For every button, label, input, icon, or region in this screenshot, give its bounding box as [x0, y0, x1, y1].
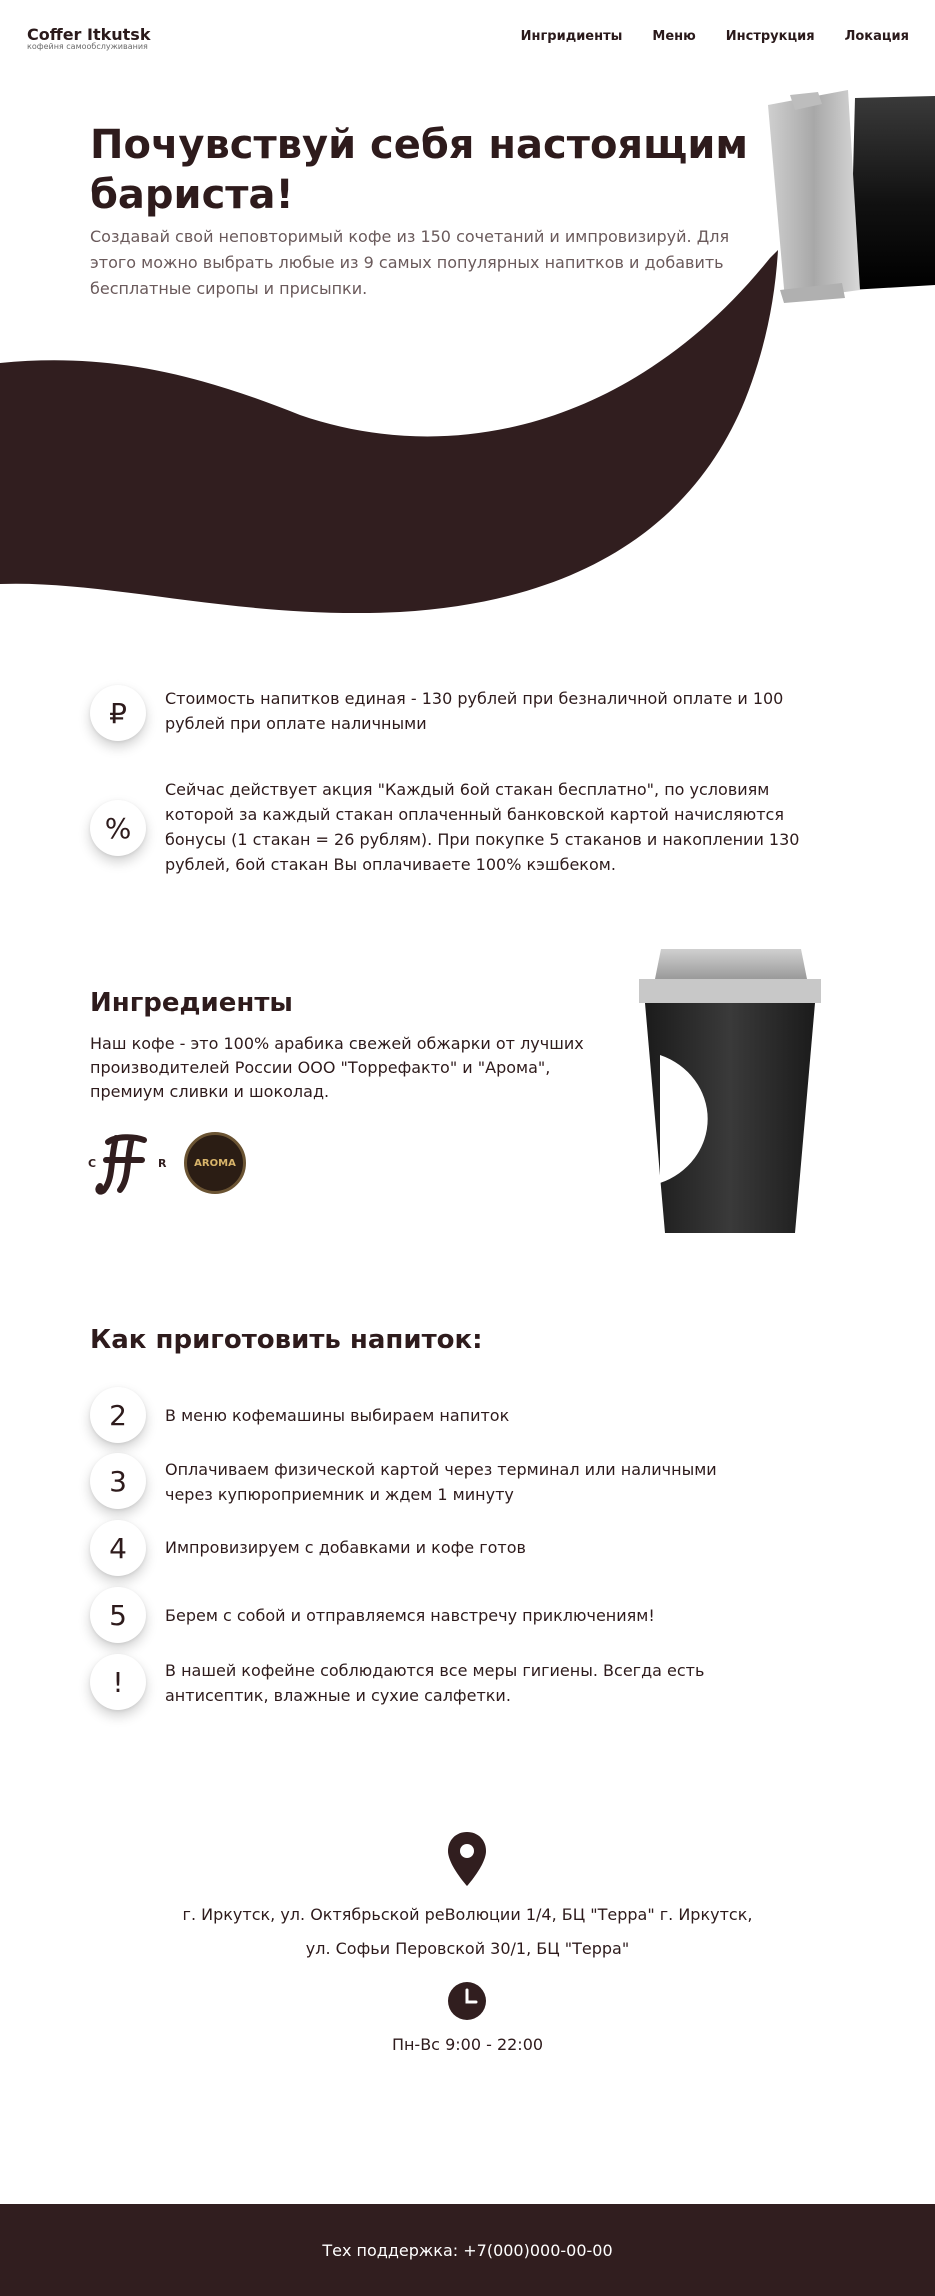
hero-description: Создавай свой неповторимый кофе из 150 сочетаний и импровизируй. Для этого можно выбрать любые из 9 самых популярных напитков и добавить бесплатные сиропы и присыпки.	[90, 227, 730, 298]
footer	[0, 2204, 935, 2296]
pouring-cup	[768, 90, 935, 303]
step-number: 4	[90, 1520, 146, 1576]
step-number: 5	[90, 1587, 146, 1643]
step-number: 3	[90, 1453, 146, 1509]
address-text: г. Иркутск, ул. Октябрьской реВолюции 1/4, БЦ "Терра" г. Иркутск, ул. Софьи Перовской 30/1, БЦ "Терра"	[182, 1905, 753, 1958]
nav-instructions[interactable]: Инструкция	[725, 29, 815, 44]
map-pin-icon	[448, 1832, 486, 1886]
support-phone[interactable]: Тех поддержка: +7(000)000-00-00	[322, 2240, 613, 2260]
brand-tagline: кофейня самообслуживания	[27, 42, 148, 51]
hygiene-text: В нашей кофейне соблюдаются все меры гигиены. Всегда есть антисептик, влажные и сухие салфетки.	[165, 1661, 705, 1705]
hero-title: Почувствуй себя настоящим бариста!	[90, 122, 749, 218]
price-info: Стоимость напитков единая - 130 рублей при безналичной оплате и 100 рублей при оплате наличными	[165, 689, 784, 733]
aroma-logo-text: AROMA	[194, 1157, 236, 1169]
ingredients-text: Наш кофе - это 100% арабика свежей обжарки от лучших производителей России ООО "Торрефакто" и "Арома", премиум сливки и шоколад.	[90, 1034, 584, 1101]
step-number: 2	[90, 1387, 146, 1443]
brand-logo[interactable]: Coffer Itkutsk	[27, 25, 151, 44]
step-text: Импровизируем с добавками и кофе готов	[165, 1538, 526, 1557]
ruble-icon: ₽	[90, 685, 146, 741]
ingredients-title: Ингредиенты	[90, 988, 293, 1018]
opening-hours: Пн-Вс 9:00 - 22:00	[391, 2035, 544, 2054]
promo-info: Сейчас действует акция "Каждый 6ой стакан бесплатно", по условиям которой за каждый стакан оплаченный банковской картой начисляются бонусы (1 стакан = 26 рублям). При покупке 5 стаканов и накоплении 130 рублей, 6ой стакан Вы оплачиваете 100% кэшбеком.	[165, 780, 800, 874]
torrefacto-letter-r: R	[158, 1157, 167, 1170]
aroma-logo	[184, 1132, 246, 1194]
coffee-pour-illustration	[0, 0, 935, 640]
step-text: Берем с собой и отправляемся навстречу приключениям!	[165, 1606, 655, 1625]
howto-title: Как приготовить напиток:	[90, 1325, 483, 1355]
nav-ingredients[interactable]: Ингридиенты	[520, 29, 623, 44]
percent-icon: %	[90, 800, 146, 856]
step-text: Оплачиваем физической картой через терминал или наличными через купюроприемник и ждем 1 минуту	[165, 1460, 717, 1504]
coffee-wave	[0, 250, 778, 613]
clock-icon	[448, 1982, 486, 2020]
torrefacto-letter-c: C	[88, 1157, 97, 1170]
coffee-cup-illustration	[635, 945, 825, 1235]
nav-location[interactable]: Локация	[844, 29, 909, 44]
step-text: В меню кофемашины выбираем напиток	[165, 1406, 510, 1425]
warning-icon: !	[90, 1654, 146, 1710]
nav-menu[interactable]: Меню	[652, 29, 696, 44]
